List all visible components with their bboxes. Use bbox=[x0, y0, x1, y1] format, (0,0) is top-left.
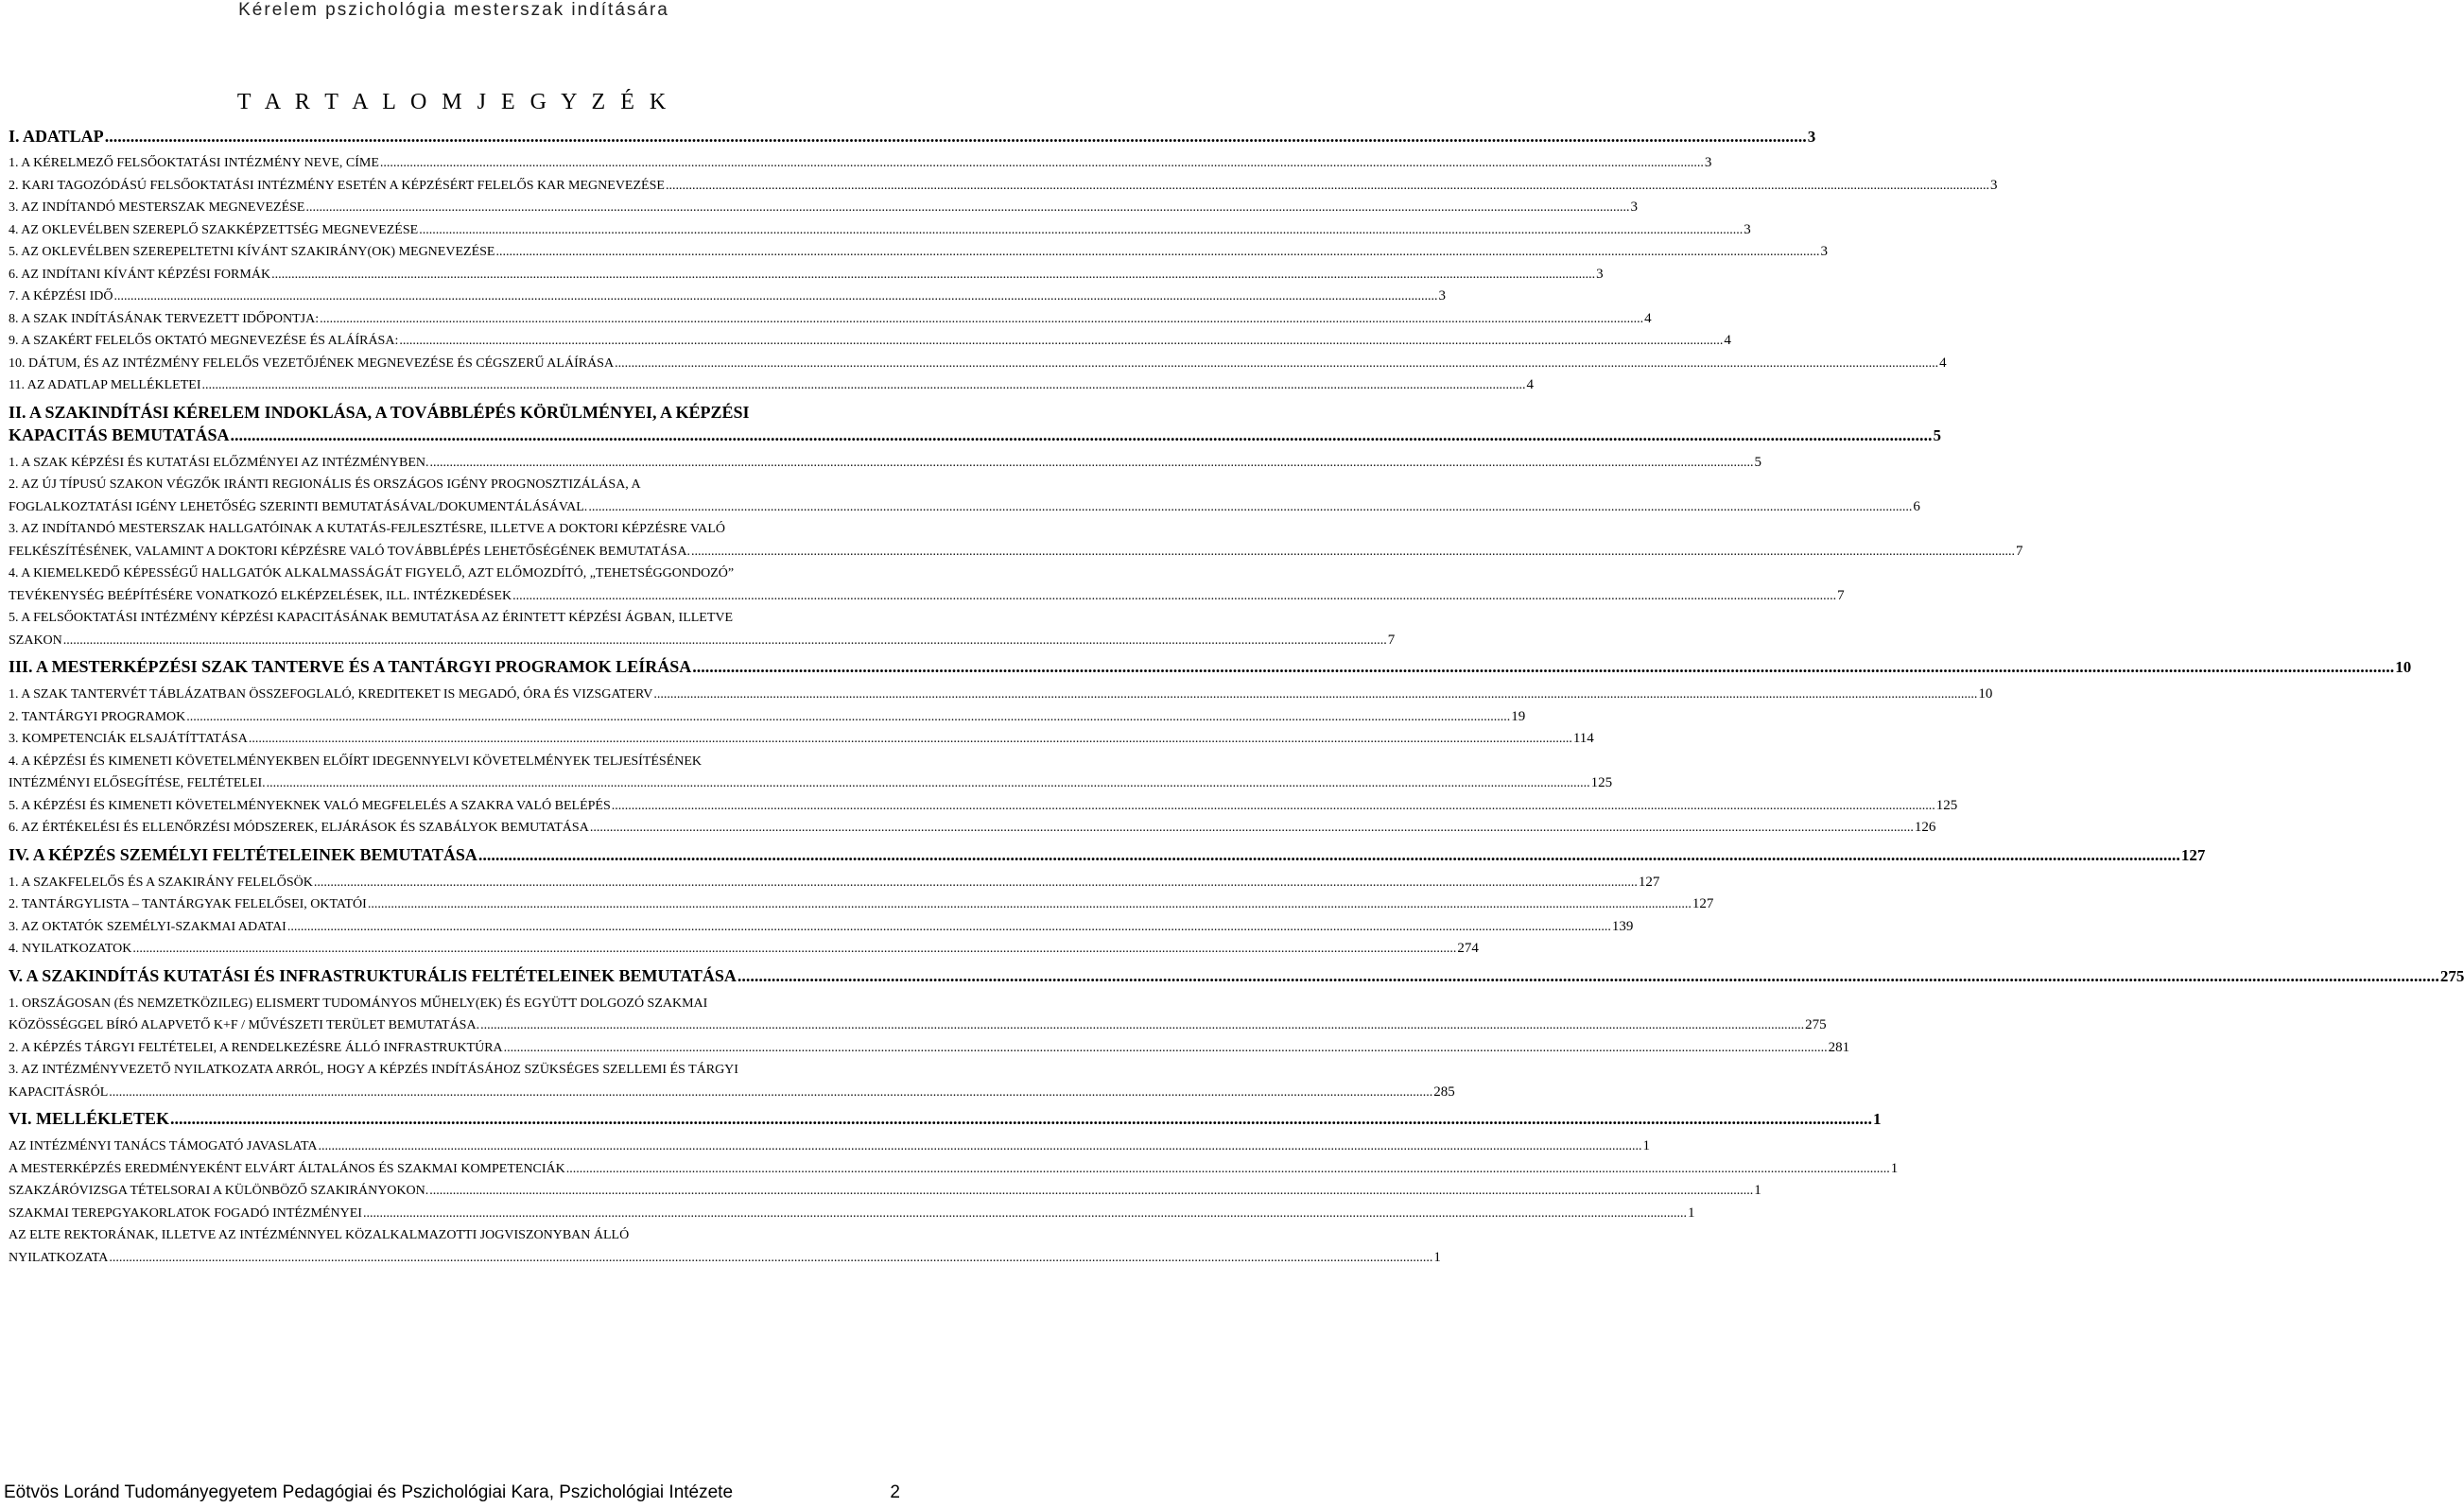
toc-entry-text: KÖZÖSSÉGGEL BÍRÓ ALAPVETŐ K+F / MŰVÉSZETI TERÜLET BEMUTATÁSA. bbox=[9, 1018, 480, 1032]
dot-leader: ................................................................................................................................................................................................................................................................................................................................................................................................................ bbox=[588, 499, 1913, 514]
dot-leader: ................................................................................................................................................................................................................................................................................................................................................................................................................ bbox=[186, 709, 1511, 724]
toc-entry[interactable] bbox=[9, 197, 1638, 219]
toc-entry-text-line1: 2. AZ ÚJ TÍPUSÚ SZAKON VÉGZŐK IRÁNTI REGIONÁLIS ÉS ORSZÁGOS IGÉNY PROGNOSZTIZÁLÁSA, A bbox=[9, 477, 641, 492]
toc-page-number: 3 bbox=[1596, 266, 1604, 282]
toc-entry[interactable] bbox=[9, 1059, 1455, 1103]
toc-section[interactable] bbox=[9, 843, 2206, 867]
toc-page-number: 3 bbox=[1989, 177, 1998, 193]
page-header: Kérelem pszichológia mesterszak indítására bbox=[238, 0, 669, 20]
toc-page-number: 7 bbox=[1387, 632, 1396, 648]
toc-entry[interactable] bbox=[9, 175, 1998, 198]
toc-entry[interactable] bbox=[9, 728, 1594, 751]
toc-entry[interactable] bbox=[9, 817, 1936, 840]
toc-page-number: 10 bbox=[2395, 658, 2412, 676]
toc-entry[interactable] bbox=[9, 684, 1993, 706]
toc-page-number: 114 bbox=[1572, 731, 1594, 746]
toc-page-number: 3 bbox=[1820, 244, 1828, 259]
toc-entry-text: INTÉZMÉNYI ELŐSEGÍTÉSE, FELTÉTELEI. bbox=[9, 776, 266, 790]
dot-leader: ................................................................................................................................................................................................................................................................................................................................................................................................................ bbox=[429, 455, 1754, 470]
toc-page-number: 3 bbox=[1807, 128, 1816, 146]
dot-leader: ................................................................................................................................................................................................................................................................................................................................................................................................................ bbox=[419, 222, 1744, 237]
toc-page-number: 281 bbox=[1828, 1039, 1850, 1055]
toc-entry-text: 8. A SZAK INDÍTÁSÁNAK TERVEZETT IDŐPONTJA: bbox=[9, 311, 320, 326]
toc-entry-text-line1: 3. AZ INDÍTANDÓ MESTERSZAK HALLGATÓINAK A KUTATÁS-FEJLESZTÉSRE, ILLETVE A DOKTORI KÉPZÉSRE VALÓ bbox=[9, 522, 726, 536]
toc-entry[interactable] bbox=[9, 1135, 1651, 1158]
dot-leader: ................................................................................................................................................................................................................................................................................................................................................................................................................ bbox=[266, 776, 1590, 790]
toc-entry-text: KAPACITÁS BEMUTATÁSA bbox=[9, 425, 230, 444]
toc-page-number: 1 bbox=[1873, 1110, 1882, 1128]
dot-leader: ................................................................................................................................................................................................................................................................................................................................................................................................................ bbox=[62, 633, 1387, 648]
toc-page-number: 127 bbox=[1638, 874, 1660, 890]
toc-entry-text: 1. A SZAK KÉPZÉSI ÉS KUTATÁSI ELŐZMÉNYEI AZ INTÉZMÉNYBEN. bbox=[9, 455, 429, 470]
toc-entry-text-line1: 5. A FELSŐOKTATÁSI INTÉZMÉNY KÉPZÉSI KAPACITÁSÁNAK BEMUTATÁSA AZ ÉRINTETT KÉPZÉSI ÁGBAN, ILLETVE bbox=[9, 611, 734, 625]
toc-entry[interactable] bbox=[9, 219, 1751, 242]
toc-entry[interactable] bbox=[9, 795, 1958, 818]
toc-entry-text: 4. NYILATKOZATOK bbox=[9, 942, 132, 956]
toc-page-number: 285 bbox=[1433, 1083, 1455, 1100]
toc-entry-text: 5. A KÉPZÉSI ÉS KIMENETI KÖVETELMÉNYEKNEK VALÓ MEGFELELÉS A SZAKRA VALÓ BELÉPÉS bbox=[9, 798, 611, 813]
toc-page-number: 5 bbox=[1933, 425, 1942, 444]
toc-entry-text: 9. A SZAKÉRT FELELŐS OKTATÓ MEGNEVEZÉSE ÉS ALÁÍRÁSA: bbox=[9, 334, 399, 348]
toc-page-number: 7 bbox=[1837, 587, 1845, 603]
toc-entry[interactable] bbox=[9, 893, 1714, 916]
dot-leader: ................................................................................................................................................................................................................................................................................................................................................................................................................ bbox=[113, 289, 1438, 303]
toc-page-number: 1 bbox=[1433, 1249, 1441, 1265]
dot-leader: ................................................................................................................................................................................................................................................................................................................................................................................................................ bbox=[201, 378, 1526, 392]
toc-entry[interactable] bbox=[9, 706, 1526, 729]
toc-entry-text: I. ADATLAP bbox=[9, 127, 104, 146]
toc-entry[interactable] bbox=[9, 872, 1660, 894]
toc-section[interactable] bbox=[9, 655, 2412, 679]
dot-leader: ................................................................................................................................................................................................................................................................................................................................................................................................................ bbox=[318, 1139, 1642, 1153]
toc-entry-text: 1. A SZAK TANTERVÉT TÁBLÁZATBAN ÖSSZEFOGLALÓ, KREDITEKET IS MEGADÓ, ÓRA ÉS VIZSGATERV bbox=[9, 687, 653, 702]
dot-leader: ................................................................................................................................................................................................................................................................................................................................................................................................................ bbox=[653, 687, 1978, 702]
dot-leader: ................................................................................................................................................................................................................................................................................................................................................................................................................ bbox=[589, 821, 1914, 835]
dot-leader: ................................................................................................................................................................................................................................................................................................................................................................................................................ bbox=[495, 245, 1820, 259]
toc-entry[interactable] bbox=[9, 474, 1920, 518]
dot-leader: ................................................................................................................................................................................................................................................................................................................................................................................................................ bbox=[271, 267, 1596, 282]
toc-entry-text-line1: 4. A KIEMELKEDŐ KÉPESSÉGŰ HALLGATÓK ALKALMASSÁGÁT FIGYELŐ, AZT ELŐMOZDÍTÓ, „TEHETSÉGGONDOZÓ” bbox=[9, 566, 735, 581]
dot-leader: ................................................................................................................................................................................................................................................................................................................................................................................................................ bbox=[615, 355, 1939, 371]
dot-leader: ................................................................................................................................................................................................................................................................................................................................................................................................................ bbox=[429, 1184, 1754, 1198]
toc-page-number: 127 bbox=[1692, 896, 1714, 911]
toc-entry[interactable] bbox=[9, 286, 1446, 308]
toc-entry-text: AZ INTÉZMÉNYI TANÁCS TÁMOGATÓ JAVASLATA bbox=[9, 1139, 318, 1153]
toc-entry[interactable] bbox=[9, 563, 1845, 607]
toc-entry[interactable] bbox=[9, 452, 1762, 475]
toc-entry-text-line1: 1. ORSZÁGOSAN (ÉS NEMZETKÖZILEG) ELISMERT TUDOMÁNYOS MŰHELY(EK) ÉS EGYÜTT DOLGOZÓ SZAKMAI bbox=[9, 996, 708, 1011]
toc-entry-text: FELKÉSZÍTÉSÉNEK, VALAMINT A DOKTORI KÉPZÉSRE VALÓ TOVÁBBLÉPÉS LEHETŐSÉGÉNEK BEMUTATÁSA. bbox=[9, 544, 690, 559]
toc-section[interactable] bbox=[9, 401, 1942, 447]
toc-entry-text-line1: AZ ELTE REKTORÁNAK, ILLETVE AZ INTÉZMÉNNYEL KÖZALKALMAZOTTI JOGVISZONYBAN ÁLLÓ bbox=[9, 1228, 630, 1242]
toc-entry-text: 2. TANTÁRGYI PROGRAMOK bbox=[9, 709, 186, 724]
toc-page-number: 275 bbox=[1805, 1017, 1827, 1032]
dot-leader: ................................................................................................................................................................................................................................................................................................................................................................................................................ bbox=[737, 965, 2439, 985]
dot-leader: ................................................................................................................................................................................................................................................................................................................................................................................................................ bbox=[248, 732, 1572, 746]
dot-leader: ................................................................................................................................................................................................................................................................................................................................................................................................................ bbox=[313, 875, 1638, 890]
toc-entry-text: 1. A SZAKFELELŐS ÉS A SZAKIRÁNY FELELŐSÖK bbox=[9, 875, 313, 890]
dot-leader: ................................................................................................................................................................................................................................................................................................................................................................................................................ bbox=[512, 588, 1837, 603]
toc-entry-text: FOGLALKOZTATÁSI IGÉNY LEHETŐSÉG SZERINTI BEMUTATÁSÁVAL/DOKUMENTÁLÁSÁVAL. bbox=[9, 499, 588, 514]
toc-entry-text: 6. AZ ÉRTÉKELÉSI ÉS ELLENŐRZÉSI MÓDSZEREK, ELJÁRÁSOK ÉS SZABÁLYOK BEMUTATÁSA bbox=[9, 821, 589, 835]
toc-entry[interactable] bbox=[9, 1180, 1761, 1203]
toc-page-number: 3 bbox=[1704, 155, 1712, 170]
dot-leader: ................................................................................................................................................................................................................................................................................................................................................................................................................ bbox=[362, 1205, 1687, 1221]
dot-leader: ................................................................................................................................................................................................................................................................................................................................................................................................................ bbox=[379, 156, 1704, 170]
dot-leader: ................................................................................................................................................................................................................................................................................................................................................................................................................ bbox=[503, 1040, 1828, 1055]
toc-entry-text: 7. A KÉPZÉSI IDŐ bbox=[9, 289, 113, 303]
toc-entry-text: 6. AZ INDÍTANI KÍVÁNT KÉPZÉSI FORMÁK bbox=[9, 267, 271, 282]
dot-leader: ................................................................................................................................................................................................................................................................................................................................................................................................................ bbox=[170, 1109, 1873, 1128]
dot-leader: ................................................................................................................................................................................................................................................................................................................................................................................................................ bbox=[399, 334, 1724, 348]
toc-page-number: 19 bbox=[1511, 708, 1526, 724]
dot-leader: ................................................................................................................................................................................................................................................................................................................................................................................................................ bbox=[480, 1018, 1805, 1032]
toc-entry-text: SZAKMAI TEREPGYAKORLATOK FOGADÓ INTÉZMÉNYEI bbox=[9, 1205, 362, 1221]
toc-page-number: 4 bbox=[1644, 310, 1652, 326]
toc-entry[interactable] bbox=[9, 916, 1634, 939]
toc-entry-text: NYILATKOZATA bbox=[9, 1250, 109, 1265]
toc-entry[interactable] bbox=[9, 353, 1947, 375]
dot-leader: ................................................................................................................................................................................................................................................................................................................................................................................................................ bbox=[477, 844, 2180, 864]
toc-page-number: 1 bbox=[1687, 1205, 1695, 1221]
toc-entry-text: 10. DÁTUM, ÉS AZ INTÉZMÉNY FELELŐS VEZETŐJÉNEK MEGNEVEZÉSE ÉS CÉGSZERŰ ALÁÍRÁSA bbox=[9, 355, 615, 371]
toc-entry-text: 3. AZ INDÍTANDÓ MESTERSZAK MEGNEVEZÉSE bbox=[9, 200, 305, 215]
toc-entry[interactable] bbox=[9, 374, 1534, 397]
toc-page-number: 3 bbox=[1630, 199, 1638, 215]
toc-page-number: 275 bbox=[2439, 966, 2464, 985]
toc-entry-text: III. A MESTERKÉPZÉSI SZAK TANTERVE ÉS A TANTÁRGYI PROGRAMOK LEÍRÁSA bbox=[9, 657, 692, 676]
toc-entry-text: 1. A KÉRELMEZŐ FELSŐOKTATÁSI INTÉZMÉNY NEVE, CÍME bbox=[9, 156, 379, 170]
toc-entry-text: SZAKZÁRÓVIZSGA TÉTELSORAI A KÜLÖNBÖZŐ SZAKIRÁNYOKON. bbox=[9, 1184, 429, 1198]
dot-leader: ................................................................................................................................................................................................................................................................................................................................................................................................................ bbox=[565, 1161, 1890, 1176]
toc-section[interactable] bbox=[9, 964, 2464, 988]
toc-entry-text: IV. A KÉPZÉS SZEMÉLYI FELTÉTELEINEK BEMUTATÁSA bbox=[9, 844, 477, 864]
toc-entry-text: A MESTERKÉPZÉS EREDMÉNYEKÉNT ELVÁRT ÁLTALÁNOS ÉS SZAKMAI KOMPETENCIÁK bbox=[9, 1161, 565, 1176]
toc-page-number: 125 bbox=[1935, 797, 1958, 813]
toc-entry[interactable] bbox=[9, 1037, 1850, 1060]
toc-entry[interactable] bbox=[9, 518, 2023, 563]
dot-leader: ................................................................................................................................................................................................................................................................................................................................................................................................................ bbox=[109, 1084, 1433, 1100]
dot-leader: ................................................................................................................................................................................................................................................................................................................................................................................................................ bbox=[367, 897, 1692, 911]
dot-leader: ................................................................................................................................................................................................................................................................................................................................................................................................................ bbox=[611, 798, 1935, 813]
footer-text: Eötvös Loránd Tudományegyetem Pedagógiai és Pszichológiai Kara, Pszichológiai Intézete bbox=[4, 1482, 734, 1502]
dot-leader: ................................................................................................................................................................................................................................................................................................................................................................................................................ bbox=[104, 127, 1807, 146]
toc-entry-text: 11. AZ ADATLAP MELLÉKLETEI bbox=[9, 378, 201, 392]
toc-entry[interactable] bbox=[9, 1158, 1899, 1181]
toc-entry-text: 4. AZ OKLEVÉLBEN SZEREPLŐ SZAKKÉPZETTSÉG MEGNEVEZÉSE bbox=[9, 222, 419, 237]
toc-entry-text: TEVÉKENYSÉG BEÉPÍTÉSÉRE VONATKOZÓ ELKÉPZELÉSEK, ILL. INTÉZKEDÉSEK bbox=[9, 588, 512, 603]
page-number: 2 bbox=[890, 1482, 900, 1502]
toc-page-number: 4 bbox=[1939, 355, 1947, 371]
toc-page-number: 4 bbox=[1724, 333, 1731, 348]
toc-entry-text-line1: II. A SZAKINDÍTÁSI KÉRELEM INDOKLÁSA, A TOVÁBBLÉPÉS KÖRÜLMÉNYEI, A KÉPZÉSI bbox=[9, 402, 750, 422]
dot-leader: ................................................................................................................................................................................................................................................................................................................................................................................................................ bbox=[690, 544, 2015, 559]
toc-entry-text-line1: 4. A KÉPZÉSI ÉS KIMENETI KÖVETELMÉNYEKBEN ELŐÍRT IDEGENNYELVI KÖVETELMÉNYEK TELJESÍTÉSÉNEK bbox=[9, 754, 703, 769]
toc-page-number: 1 bbox=[1642, 1138, 1651, 1153]
toc-page-number: 1 bbox=[1754, 1183, 1761, 1198]
dot-leader: ................................................................................................................................................................................................................................................................................................................................................................................................................ bbox=[665, 178, 1989, 193]
dot-leader: ................................................................................................................................................................................................................................................................................................................................................................................................................ bbox=[132, 942, 1457, 956]
toc-entry[interactable] bbox=[9, 993, 1827, 1037]
toc-page-number: 5 bbox=[1754, 454, 1762, 470]
toc-entry[interactable] bbox=[9, 607, 1396, 651]
dot-leader: ................................................................................................................................................................................................................................................................................................................................................................................................................ bbox=[109, 1250, 1433, 1265]
toc-page-number: 127 bbox=[2180, 845, 2206, 864]
toc-page-number: 139 bbox=[1611, 918, 1634, 934]
dot-leader: ................................................................................................................................................................................................................................................................................................................................................................................................................ bbox=[305, 200, 1630, 215]
toc-entry[interactable] bbox=[9, 751, 1613, 795]
toc-entry-text: KAPACITÁSRÓL bbox=[9, 1084, 109, 1100]
dot-leader: ................................................................................................................................................................................................................................................................................................................................................................................................................ bbox=[692, 657, 2395, 676]
toc-entry-text: 2. KARI TAGOZÓDÁSÚ FELSŐOKTATÁSI INTÉZMÉNY ESETÉN A KÉPZÉSÉRT FELELŐS KAR MEGNEVEZÉSE bbox=[9, 178, 665, 193]
toc-page-number: 125 bbox=[1590, 775, 1613, 790]
toc-entry[interactable] bbox=[9, 308, 1652, 331]
toc-page-number: 3 bbox=[1744, 221, 1751, 237]
toc-entry-text: V. A SZAKINDÍTÁS KUTATÁSI ÉS INFRASTRUKTURÁLIS FELTÉTELEINEK BEMUTATÁSA bbox=[9, 965, 737, 985]
table-of-contents bbox=[9, 125, 2464, 1269]
toc-entry[interactable] bbox=[9, 264, 1604, 286]
dot-leader: ................................................................................................................................................................................................................................................................................................................................................................................................................ bbox=[230, 425, 1933, 444]
toc-entry[interactable] bbox=[9, 938, 1479, 961]
toc-entry-text: 2. A KÉPZÉS TÁRGYI FELTÉTELEI, A RENDELKEZÉSRE ÁLLÓ INFRASTRUKTÚRA bbox=[9, 1040, 503, 1055]
toc-entry[interactable] bbox=[9, 152, 1712, 175]
toc-entry-text: 5. AZ OKLEVÉLBEN SZEREPELTETNI KÍVÁNT SZAKIRÁNY(OK) MEGNEVEZÉSE bbox=[9, 245, 495, 259]
toc-page-number: 10 bbox=[1978, 686, 1993, 702]
page-title: T A R T A L O M J E G Y Z É K bbox=[236, 90, 671, 114]
toc-entry-text: 3. KOMPETENCIÁK ELSAJÁTÍTTATÁSA bbox=[9, 732, 248, 746]
toc-page-number: 126 bbox=[1914, 820, 1936, 835]
toc-entry[interactable] bbox=[9, 241, 1828, 264]
dot-leader: ................................................................................................................................................................................................................................................................................................................................................................................................................ bbox=[320, 311, 1644, 326]
toc-entry-text: VI. MELLÉKLETEK bbox=[9, 1109, 170, 1128]
toc-entry[interactable] bbox=[9, 1203, 1695, 1225]
toc-section[interactable] bbox=[9, 125, 1816, 148]
toc-page-number: 7 bbox=[2015, 543, 2023, 559]
toc-page-number: 1 bbox=[1890, 1160, 1899, 1176]
toc-entry[interactable] bbox=[9, 330, 1731, 353]
toc-entry-text: 3. AZ OKTATÓK SZEMÉLYI-SZAKMAI ADATAI bbox=[9, 919, 286, 934]
toc-page-number: 3 bbox=[1438, 288, 1446, 303]
toc-page-number: 274 bbox=[1457, 941, 1479, 956]
toc-entry-text: 2. TANTÁRGYLISTA – TANTÁRGYAK FELELŐSEI, OKTATÓI bbox=[9, 897, 367, 911]
toc-section[interactable] bbox=[9, 1107, 1882, 1131]
toc-entry[interactable] bbox=[9, 1224, 1441, 1269]
toc-page-number: 4 bbox=[1526, 377, 1534, 392]
toc-entry-text: SZAKON bbox=[9, 633, 62, 648]
dot-leader: ................................................................................................................................................................................................................................................................................................................................................................................................................ bbox=[286, 919, 1611, 934]
toc-entry-text-line1: 3. AZ INTÉZMÉNYVEZETŐ NYILATKOZATA ARRÓL, HOGY A KÉPZÉS INDÍTÁSÁHOZ SZÜKSÉGES SZELLEMI ÉS TÁRGYI bbox=[9, 1063, 738, 1077]
toc-page-number: 6 bbox=[1913, 498, 1920, 514]
